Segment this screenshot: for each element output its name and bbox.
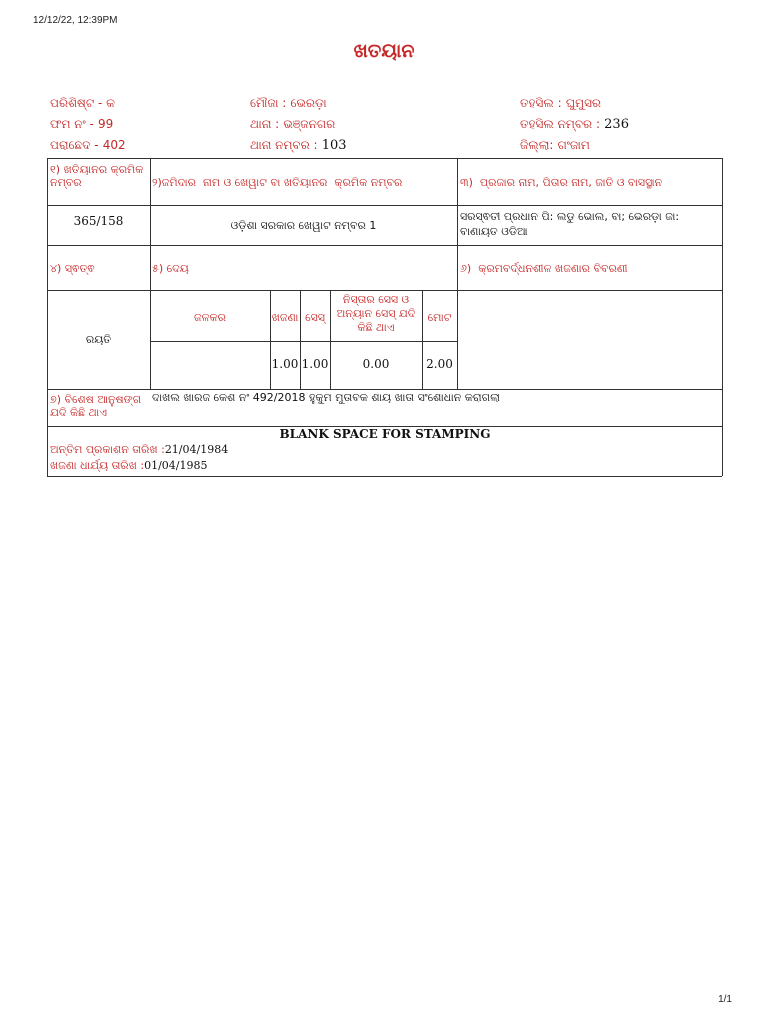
mouja-field [250, 96, 327, 111]
thana-no-field [250, 138, 347, 153]
final-publication-label: ଅନ୍ତିମ ପ୍ରକାଶନ ତାରିଖ : [50, 443, 165, 456]
col5-header: ୫) ଦେୟ [152, 262, 189, 275]
thana-value: ଭଞ୍ଜନଗର [283, 117, 336, 131]
mouja-label: ମୌଜା : [250, 96, 287, 110]
rent-assessment-field [50, 459, 207, 473]
district-field [520, 138, 590, 153]
special-note-value: ଦାଖଲ ଖାରଜ କେଶ ନଂ 492/2018 ହୁକୁମ ମୁତାବକ ଶାୟ ଖାତା ସଂଶୋଧାନ କରାଗଲା [152, 391, 500, 404]
table-rule [300, 290, 301, 389]
dues-header-ses: ସେସ୍ [305, 311, 325, 324]
thana-field [250, 117, 335, 132]
paragraph-field [50, 138, 126, 153]
thana-label: ଥାନା : [250, 117, 280, 131]
dues-header-nistar: ନିସ୍ତାର ସେସ ଓ ଅନ୍ୟାନ ସେସ୍ ଯଦି କିଛି ଥାଏ [336, 293, 416, 334]
dues-header-mot: ମୋଟ [427, 311, 452, 324]
table-border-top [47, 158, 722, 159]
table-rule [270, 290, 271, 389]
rent-assessment-label: ଖଜଣା ଧାର୍ଯ୍ୟ ତାରିଖ : [50, 459, 145, 472]
tahasil-no-value: 236 [604, 117, 629, 132]
right-type-value: ରୟତି [85, 333, 112, 346]
table-rule [47, 205, 722, 206]
parishishta-label: ପରିଶିଷ୍ଟ - କ [50, 96, 115, 110]
form-no-value: 99 [97, 117, 114, 131]
col6-header: ୬) କ୍ରମବର୍ଦ୍ଧନଶୀଳ ଖଜଣାର ବିବରଣୀ [460, 262, 628, 275]
dues-value-ses: 1.00 [301, 358, 329, 371]
tahasil-no-field [520, 117, 629, 132]
table-border-bottom [47, 476, 722, 477]
table-rule [47, 389, 722, 390]
page-title: ଖତୟାନ [353, 40, 415, 62]
table-rule [47, 290, 722, 291]
table-border-right [722, 158, 723, 476]
mouja-value: ଭେରଡ଼ା [290, 96, 327, 110]
dues-value-mot: 2.00 [426, 358, 453, 371]
final-publication-value: 21/04/1984 [164, 443, 229, 456]
stamp-space-label: BLANK SPACE FOR STAMPING [279, 427, 491, 441]
district-label: ଜିଲ୍ଲା: [520, 138, 554, 152]
dues-value-nistar: 0.00 [362, 358, 390, 371]
dues-header-khajana: ଖଜଣା [271, 311, 299, 324]
tahasil-value: ଘୁମୁସର [565, 96, 602, 110]
col2-header: ୨)ଜମିଦାର ନାମ ଓ ଖେୱାଟ ବା ଖତିୟାନର କ୍ରମିକ ନମ୍ବର [152, 176, 403, 189]
district-value: ଗଂଜାମ [557, 138, 590, 152]
dues-header-jalakar: ଜଳକର [193, 311, 226, 324]
thana-no-value: 103 [321, 138, 347, 153]
print-timestamp: 12/12/22, 12:39PM [33, 15, 118, 26]
page-number: 1/1 [718, 994, 732, 1005]
parishishta-field [50, 96, 115, 111]
table-rule [422, 290, 423, 389]
dues-value-khajana: 1.00 [271, 358, 299, 371]
form-no-field [50, 117, 113, 132]
col3-header: ୩) ପ୍ରଜାର ନାମ, ପିତାର ନାମ, ଜାତି ଓ ବାସସ୍ଥାନ [460, 176, 663, 189]
table-rule [457, 158, 458, 389]
tahasil-field [520, 96, 601, 111]
paragraph-value: 402 [102, 138, 126, 152]
col7-header: ୭) ବିଶେଷ ଆନୁଷଙ୍ଗ ଯଦି କିଛି ଥାଏ [50, 393, 142, 419]
tahasil-no-label: ତହସିଲ ନମ୍ବର : [520, 117, 601, 131]
table-rule [330, 290, 331, 389]
tahasil-label: ତହସିଲ : [520, 96, 562, 110]
form-no-label: ଫମ ନଂ - [50, 117, 94, 131]
paragraph-label: ପରାଛେଦ - [50, 138, 99, 152]
table-rule [150, 341, 457, 342]
landlord-value: ଓଡ଼ିଶା ସରକାର ଖେୱାଟ ନମ୍ବର 1 [230, 219, 377, 232]
final-publication-field [50, 443, 228, 457]
rent-assessment-value: 01/04/1985 [144, 459, 208, 472]
col1-header: ୧) ଖତିୟାନର କ୍ରମିକ ନମ୍ବର [50, 163, 144, 189]
thana-no-label: ଥାନା ନମ୍ବର : [250, 138, 318, 152]
col4-header: ୪) ସ୍ଵତ୍ଵ [50, 262, 95, 275]
khatiyan-serial-value: 365/158 [73, 215, 124, 228]
tenant-value: ସରସ୍ଵତୀ ପ୍ରଧାନ ପି: ଲଡୁ ଭୋଲ, ବା; ଭେରଡ଼ା ଜା: ବାଣାୟତ ଓଡିଆ [460, 210, 680, 238]
table-rule [150, 158, 151, 389]
table-rule [47, 245, 722, 246]
